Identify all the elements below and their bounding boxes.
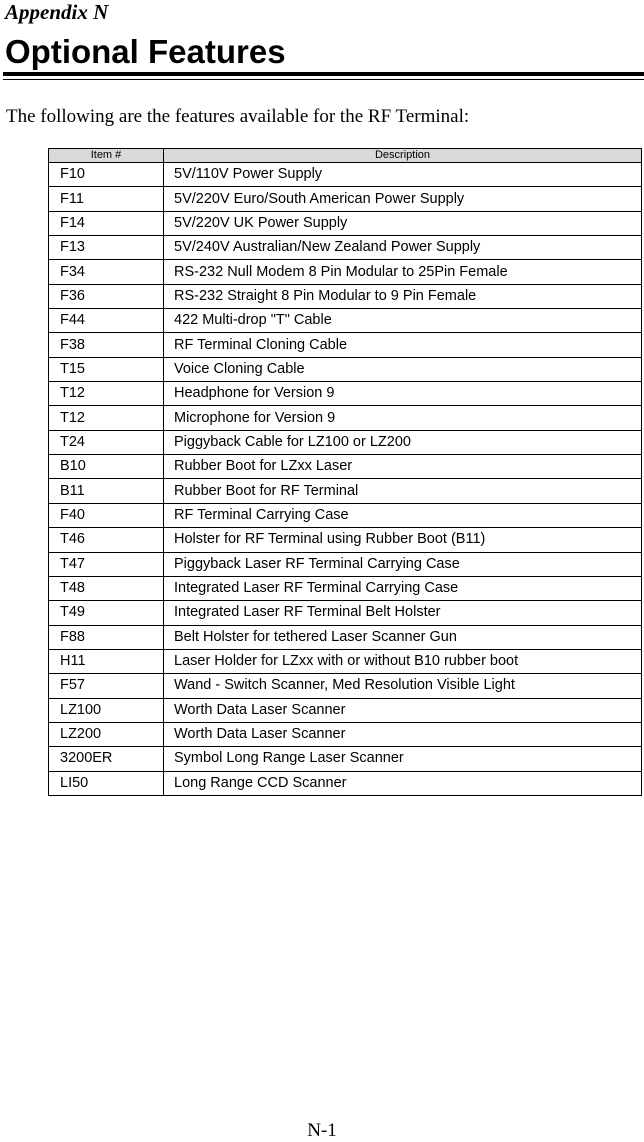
table-row — [49, 163, 642, 187]
table-body — [49, 163, 642, 796]
table-row — [49, 576, 642, 600]
item-number-cell: B11 — [49, 479, 164, 503]
item-number-cell: LZ100 — [49, 698, 164, 722]
item-number-cell: LZ200 — [49, 722, 164, 746]
table-row — [49, 260, 642, 284]
table-row — [49, 528, 642, 552]
column-header-description: Description — [164, 149, 642, 163]
table-row — [49, 503, 642, 527]
item-number-cell: F13 — [49, 236, 164, 260]
table-row — [49, 430, 642, 454]
table-row — [49, 357, 642, 381]
description-cell: RS-232 Straight 8 Pin Modular to 9 Pin Female — [164, 284, 642, 308]
description-cell: Integrated Laser RF Terminal Belt Holster — [164, 601, 642, 625]
description-cell: Holster for RF Terminal using Rubber Boot (B11) — [164, 528, 642, 552]
item-number-cell: F44 — [49, 309, 164, 333]
title-rule-thick — [3, 72, 644, 76]
item-number-cell: T12 — [49, 406, 164, 430]
item-number-cell: LI50 — [49, 771, 164, 795]
item-number-cell: T49 — [49, 601, 164, 625]
description-cell: Piggyback Cable for LZ100 or LZ200 — [164, 430, 642, 454]
description-cell: Symbol Long Range Laser Scanner — [164, 747, 642, 771]
table-header-row — [49, 149, 642, 163]
item-number-cell: F10 — [49, 163, 164, 187]
description-cell: 5V/110V Power Supply — [164, 163, 642, 187]
table-row — [49, 674, 642, 698]
item-number-cell: F11 — [49, 187, 164, 211]
description-cell: Rubber Boot for LZxx Laser — [164, 455, 642, 479]
description-cell: Belt Holster for tethered Laser Scanner Gun — [164, 625, 642, 649]
description-cell: Piggyback Laser RF Terminal Carrying Case — [164, 552, 642, 576]
table-row — [49, 601, 642, 625]
description-cell: Rubber Boot for RF Terminal — [164, 479, 642, 503]
table-row — [49, 722, 642, 746]
table-row — [49, 649, 642, 673]
item-number-cell: F14 — [49, 211, 164, 235]
description-cell: RF Terminal Carrying Case — [164, 503, 642, 527]
item-number-cell: H11 — [49, 649, 164, 673]
description-cell: Long Range CCD Scanner — [164, 771, 642, 795]
description-cell: Wand - Switch Scanner, Med Resolution Visible Light — [164, 674, 642, 698]
table-row — [49, 187, 642, 211]
description-cell: RS-232 Null Modem 8 Pin Modular to 25Pin Female — [164, 260, 642, 284]
table-row — [49, 211, 642, 235]
description-cell: Worth Data Laser Scanner — [164, 722, 642, 746]
table-row — [49, 455, 642, 479]
item-number-cell: T12 — [49, 382, 164, 406]
table-row — [49, 625, 642, 649]
table-row — [49, 284, 642, 308]
title-rule-thin — [3, 79, 644, 80]
description-cell: Microphone for Version 9 — [164, 406, 642, 430]
item-number-cell: F57 — [49, 674, 164, 698]
description-cell: RF Terminal Cloning Cable — [164, 333, 642, 357]
table-row — [49, 309, 642, 333]
table-row — [49, 333, 642, 357]
table-row — [49, 771, 642, 795]
table-row — [49, 406, 642, 430]
description-cell: Worth Data Laser Scanner — [164, 698, 642, 722]
features-table — [48, 148, 642, 796]
description-cell: 5V/220V Euro/South American Power Supply — [164, 187, 642, 211]
description-cell: 422 Multi-drop "T" Cable — [164, 309, 642, 333]
item-number-cell: F38 — [49, 333, 164, 357]
description-cell: Headphone for Version 9 — [164, 382, 642, 406]
item-number-cell: F40 — [49, 503, 164, 527]
intro-paragraph: The following are the features available for the RF Terminal: — [6, 106, 470, 127]
table-row — [49, 236, 642, 260]
description-cell: Laser Holder for LZxx with or without B10 rubber boot — [164, 649, 642, 673]
item-number-cell: T48 — [49, 576, 164, 600]
item-number-cell: F36 — [49, 284, 164, 308]
item-number-cell: T46 — [49, 528, 164, 552]
item-number-cell: 3200ER — [49, 747, 164, 771]
item-number-cell: F88 — [49, 625, 164, 649]
item-number-cell: T47 — [49, 552, 164, 576]
item-number-cell: B10 — [49, 455, 164, 479]
description-cell: Voice Cloning Cable — [164, 357, 642, 381]
table-row — [49, 382, 642, 406]
item-number-cell: T15 — [49, 357, 164, 381]
appendix-label: Appendix N — [5, 0, 109, 24]
column-header-item: Item # — [49, 149, 164, 163]
description-cell: 5V/220V UK Power Supply — [164, 211, 642, 235]
table-row — [49, 747, 642, 771]
item-number-cell: T24 — [49, 430, 164, 454]
table-row — [49, 479, 642, 503]
table-row — [49, 552, 642, 576]
description-cell: Integrated Laser RF Terminal Carrying Case — [164, 576, 642, 600]
page-title: Optional Features — [5, 33, 286, 70]
item-number-cell: F34 — [49, 260, 164, 284]
description-cell: 5V/240V Australian/New Zealand Power Supply — [164, 236, 642, 260]
page-number: N-1 — [307, 1120, 337, 1141]
table-row — [49, 698, 642, 722]
